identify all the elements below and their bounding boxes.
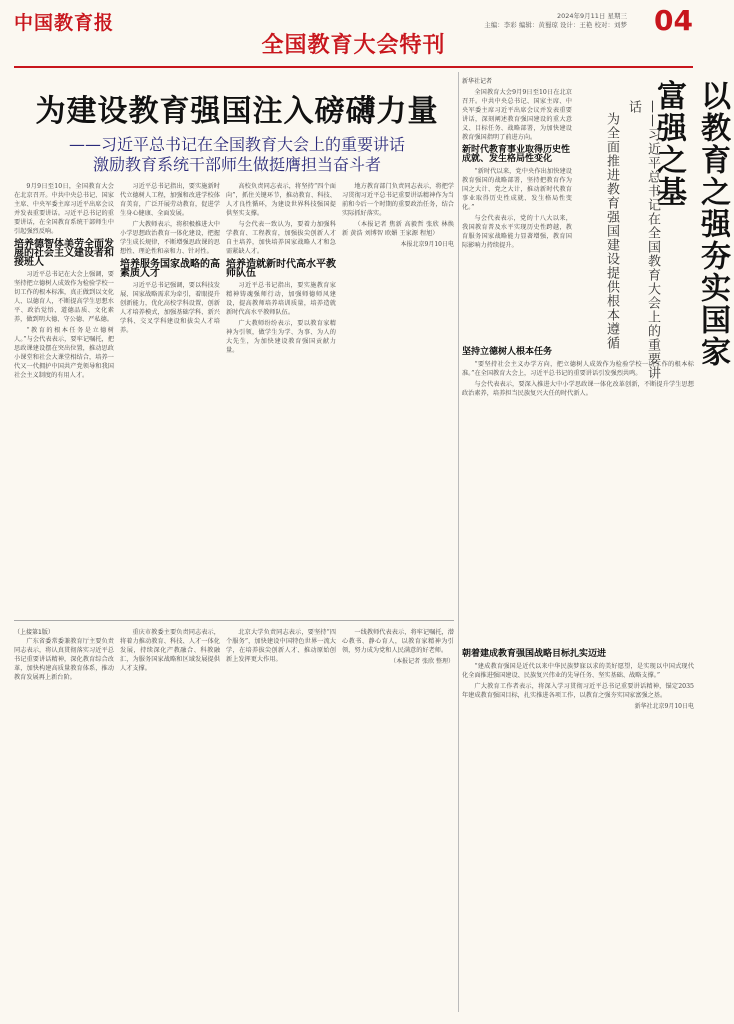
byline: （本报记者 张欣 整理）: [390, 658, 454, 665]
paragraph: 习近平总书记在大会上强调，要坚持把立德树人成效作为检验学校一切工作的根本标准，真正做到以文化人、以德育人，不断提高学生思想水平、政治觉悟、道德品质、文化素养，做到明大德、守公德、严私德。: [14, 271, 114, 323]
editorial-column-3: [462, 646, 694, 1006]
paragraph: 习近平总书记强调，要以科技发展、国家战略需求为牵引，着眼提升创新能力，优化高校学科设置，创新人才培养模式，加强基础学科、新兴学科、交叉学科建设和拔尖人才培养。: [120, 282, 220, 334]
article-column-4: [342, 182, 454, 612]
editorial-column-2: [462, 344, 694, 504]
column-rule: [458, 72, 459, 1012]
paragraph: 高校负责同志表示，将坚持“四个面向”，抓住关键环节，推动教育、科技、人才良性循环，为建设世界科技强国提供坚实支撑。: [226, 183, 336, 217]
editorial-title: 以教育之强夯实国家富强之基: [651, 80, 730, 368]
paragraph: 习近平总书记指出，要实施教育家精神铸魂强师行动，加强师德师风建设，提高教师培养培训质量，培养造就新时代高水平教师队伍。: [226, 282, 336, 316]
paragraph: 与会代表一致认为，要着力加强科学教育、工程教育，加强拔尖创新人才自主培养，加快培养国家战略人才和急需紧缺人才。: [226, 221, 336, 255]
paragraph: 广东省委常委兼教育厅主要负责同志表示，将认真贯彻落实习近平总书记重要讲话精神，深化教育综合改革，加快构建高质量教育体系，推动教育发展再上新台阶。: [14, 638, 114, 681]
lower-column-1: [14, 628, 114, 1008]
editorial-subtitle-2: 为全面推进教育强国建设提供根本遵循: [604, 112, 619, 350]
article-column-2: [120, 182, 220, 612]
main-subhead-1: ——习近平总书记在全国教育大会上的重要讲话: [68, 135, 405, 154]
editorial-column-1: [462, 88, 572, 338]
paragraph: 全国教育大会9月9日至10日在北京召开。中共中央总书记、国家主席、中央军委主席习近平出席会议并发表重要讲话，深刻阐述教育强国建设的重大意义、目标任务、战略部署，为加快建设教育强国指明了前进方向。: [462, 89, 572, 141]
main-subhead-2: 激励教育系统干部师生做挺膺担当奋斗者: [92, 155, 381, 174]
paragraph: （本报记者 焦新 高毅哲 张欣 林焕新 黄浩 刘博智 欧媚 王家源 程旭）: [342, 221, 454, 237]
paragraph: 广大教师纷纷表示，要以教育家精神为引领，做学生为学、为事、为人的大先生，为加快建设教育强国贡献力量。: [226, 320, 336, 354]
subheading: 坚持立德树人根本任务: [462, 347, 553, 357]
issue-date: 2024年9月11日 星期三: [556, 12, 627, 20]
paragraph: 与会代表表示，要深入推进大中小学思政课一体化改革创新，不断提升学生思想政治素养，培养担当民族复兴大任的时代新人。: [462, 381, 694, 397]
paragraph: 广大教育工作者表示，将深入学习贯彻习近平总书记重要讲话精神，锚定2035年建成教育强国目标，扎实推进各项工作，以教育之强夯实国家富强之基。: [462, 683, 694, 699]
paragraph: 重庆市教委主要负责同志表示，将着力推动教育、科技、人才一体化发展，持续深化产教融合、科教融汇，为服务国家战略和区域发展提供人才支撑。: [120, 629, 220, 672]
paragraph: 广大教师表示，将积极推进大中小学思想政治教育一体化建设，把握学生成长规律，不断增强思政课的思想性、理论性和亲和力、针对性。: [120, 221, 220, 255]
lower-column-2: [120, 628, 220, 1008]
paragraph: 9月9日至10日，全国教育大会在北京召开。中共中央总书记、国家主席、中央军委主席习近平出席会议并发表重要讲话。习近平总书记的重要讲话，在全国教育系统干部师生中引起强烈反响。: [14, 183, 114, 235]
subheading: 朝着建成教育强国战略目标扎实迈进: [462, 649, 607, 659]
paragraph: 一线教师代表表示，将牢记嘱托，潜心教书、静心育人，以教育家精神为引领，努力成为党和人民满意的好老师。: [342, 629, 454, 654]
paragraph: “教育的根本任务是立德树人。”与会代表表示，要牢记嘱托，把思政课建设摆在突出位置，推动思政小课堂和社会大课堂相结合，培养一代又一代拥护中国共产党领导和我国社会主义制度的有用人才。: [14, 327, 114, 379]
paragraph: 北京大学负责同志表示，要坚持“四个服务”，加快建设中国特色世界一流大学，在培养拔尖创新人才、推动原始创新上发挥更大作用。: [226, 629, 336, 663]
subheading: 培养造就新时代高水平教师队伍: [226, 259, 336, 279]
paragraph: 地方教育部门负责同志表示，将把学习贯彻习近平总书记重要讲话精神作为当前和今后一个时期的重要政治任务，结合实际抓好落实。: [342, 183, 454, 217]
paragraph: 与会代表表示，党的十八大以来，我国教育普及水平实现历史性跨越，教育服务国家战略能力显著增强，教育国际影响力持续提升。: [462, 215, 572, 249]
subheading: 新时代教育事业取得历史性成就、发生格局性变化: [462, 145, 571, 164]
paragraph: “建成教育强国是近代以来中华民族梦寐以求的美好愿望，是实现以中国式现代化全面推进强国建设、民族复兴伟业的先导任务、坚实基础、战略支撑。”: [462, 663, 694, 679]
dateline: 本报北京9月10日电: [400, 241, 454, 248]
article-column-3: [226, 182, 336, 612]
subheading: 培养服务国家战略的高素质人才: [120, 259, 220, 279]
section-divider: [14, 620, 454, 621]
lower-column-4: [342, 628, 454, 1008]
paragraph: “新时代以来，党中央作出加快建设教育强国的战略部署，坚持把教育作为国之大计、党之大计，推动新时代教育事业取得历史性成就、发生格局性变化。”: [462, 168, 572, 211]
section-title: 全国教育大会特刊: [261, 33, 446, 58]
lower-column-3: [226, 628, 336, 1008]
main-headline: 为建设教育强国注入磅礴力量: [35, 94, 439, 129]
header-divider: [14, 66, 693, 68]
dateline: 新华社北京9月10日电: [634, 703, 694, 710]
editorial-tag: 新华社记者: [462, 78, 493, 85]
article-column-1: [14, 182, 114, 612]
paragraph: “要坚持社会主义办学方向，把立德树人成效作为检验学校一切工作的根本标准。”在全国教育大会上，习近平总书记的重要讲话引发强烈共鸣。: [462, 361, 694, 377]
editorial-subtitle-1: ——习近平总书记在全国教育大会上的重要讲话: [626, 100, 660, 380]
paragraph: 习近平总书记指出，要实施新时代立德树人工程，加强和改进学校体育美育，广泛开展劳动教育，促进学生身心健康、全面发展。: [120, 183, 220, 217]
issue-editors: 主编：李彩 编辑：黄蜀琼 设计：王艳 校对：刘梦: [484, 21, 627, 29]
newspaper-logo: 中国教育报: [14, 12, 115, 34]
subheading: 培养德智体美劳全面发展的社会主义建设者和接班人: [14, 239, 114, 268]
continued-label: （上接第1版）: [14, 629, 54, 636]
page-number: 04: [654, 4, 693, 37]
